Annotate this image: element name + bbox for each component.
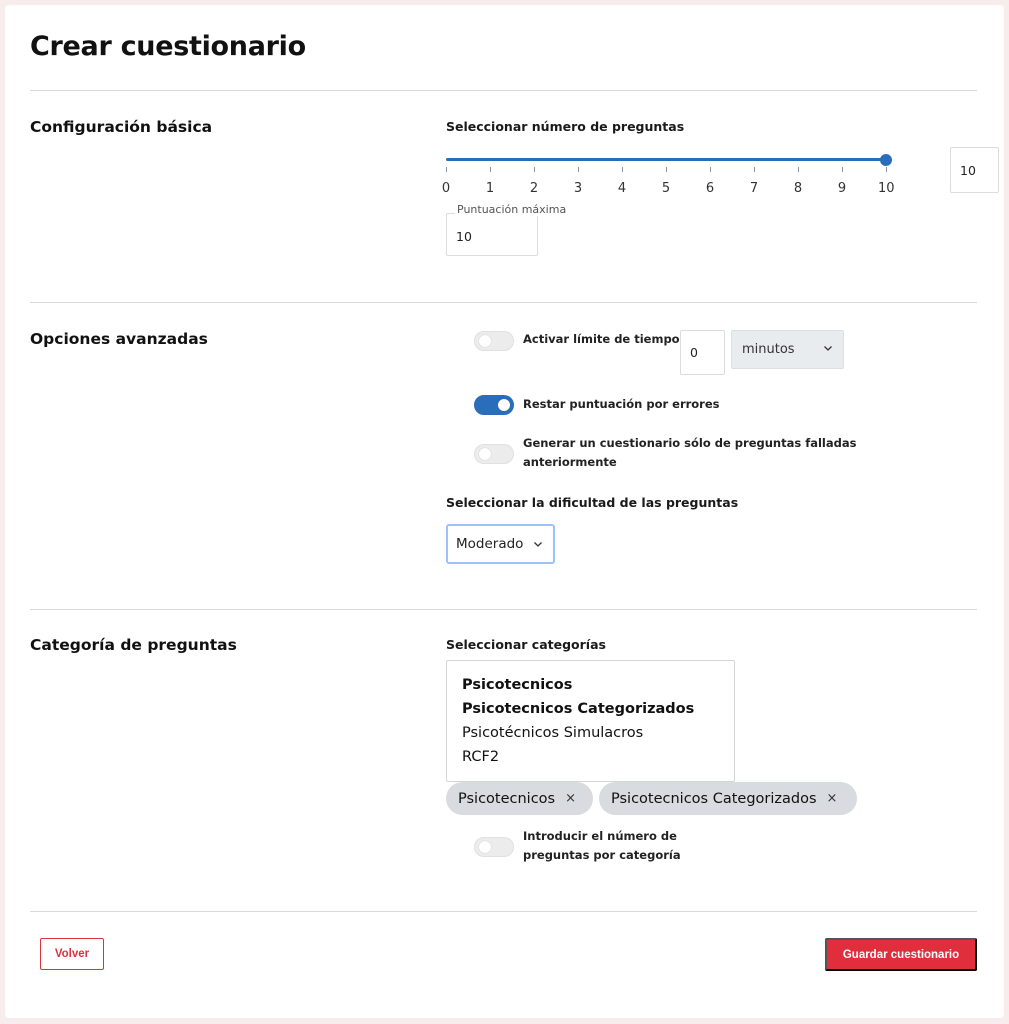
slider-tick-label: 6	[705, 181, 715, 196]
categories-label: Seleccionar categorías	[446, 637, 606, 652]
toggle-knob	[479, 335, 491, 347]
slider-tick	[666, 167, 667, 172]
divider	[30, 911, 977, 912]
slider-tick-label: 9	[837, 181, 847, 196]
per-category-toggle[interactable]	[474, 837, 514, 857]
subtract-errors-label: Restar puntuación por errores	[523, 397, 720, 411]
toggle-knob	[479, 448, 491, 460]
slider-tick	[710, 167, 711, 172]
category-chip	[599, 782, 857, 815]
slider-tick	[490, 167, 491, 172]
section-title-basic: Configuración básica	[30, 118, 213, 136]
quiz-card	[5, 5, 1004, 1018]
close-icon[interactable]: ×	[565, 791, 577, 806]
time-unit-value: minutos	[742, 342, 795, 357]
time-limit-label: Activar límite de tiempo	[523, 332, 680, 346]
slider-tick	[798, 167, 799, 172]
difficulty-value: Moderado	[456, 536, 524, 552]
toggle-knob	[498, 399, 510, 411]
close-icon[interactable]: ×	[826, 791, 838, 806]
category-option[interactable]: Psicotecnicos Categorizados	[462, 701, 695, 717]
subtract-errors-toggle[interactable]	[474, 395, 514, 415]
chip-label: Psicotecnicos	[458, 790, 556, 807]
slider-tick	[578, 167, 579, 172]
per-category-label-line1: Introducir el número de	[523, 829, 677, 843]
difficulty-label: Seleccionar la dificultad de las preguntas	[446, 495, 739, 510]
slider-tick-label: 3	[573, 181, 583, 196]
slider-tick	[754, 167, 755, 172]
chevron-down-icon	[823, 343, 833, 356]
category-chip	[446, 782, 593, 815]
category-option[interactable]: Psicotécnicos Simulacros	[462, 725, 644, 741]
slider-tick-label: 7	[749, 181, 759, 196]
questions-slider-thumb[interactable]	[880, 154, 892, 166]
page-title: Crear cuestionario	[30, 31, 306, 62]
category-option[interactable]: Psicotecnicos	[462, 677, 573, 693]
failed-questions-label-line1: Generar un cuestionario sólo de preguntas falladas	[523, 436, 857, 450]
slider-tick	[446, 167, 447, 172]
slider-tick	[534, 167, 535, 172]
slider-tick	[842, 167, 843, 172]
time-value-input[interactable]: 0	[680, 330, 725, 375]
slider-tick	[622, 167, 623, 172]
time-unit-select[interactable]	[731, 330, 844, 369]
failed-questions-toggle[interactable]	[474, 444, 514, 464]
toggle-knob	[479, 841, 491, 853]
questions-count-label: Seleccionar número de preguntas	[446, 119, 685, 134]
section-title-advanced: Opciones avanzadas	[30, 330, 208, 348]
failed-questions-label	[523, 434, 856, 472]
section-title-categories: Categoría de preguntas	[30, 636, 237, 654]
back-button[interactable]: Volver	[40, 938, 104, 970]
categories-listbox[interactable]	[446, 660, 735, 782]
max-score-input[interactable]: 10	[446, 213, 538, 256]
slider-tick-label: 5	[661, 181, 671, 196]
category-option[interactable]: RCF2	[462, 749, 500, 765]
difficulty-select[interactable]	[446, 524, 555, 564]
divider	[30, 302, 977, 303]
slider-tick-label: 4	[617, 181, 627, 196]
divider	[30, 609, 977, 610]
questions-slider-track[interactable]	[446, 158, 886, 161]
save-quiz-button[interactable]: Guardar cuestionario	[825, 938, 977, 971]
slider-tick-label: 10	[878, 181, 895, 196]
time-limit-toggle[interactable]	[474, 331, 514, 351]
chevron-down-icon	[533, 539, 543, 552]
slider-tick-label: 1	[485, 181, 495, 196]
per-category-label-line2: preguntas por categoría	[523, 848, 681, 862]
max-score-label: Puntuación máxima	[457, 203, 567, 216]
failed-questions-label-line2: anteriormente	[523, 455, 617, 469]
divider	[30, 90, 977, 91]
slider-tick	[886, 167, 887, 172]
slider-tick-label: 2	[529, 181, 539, 196]
questions-count-input[interactable]: 10	[950, 147, 999, 193]
per-category-label	[523, 827, 681, 865]
slider-tick-label: 8	[793, 181, 803, 196]
chip-label: Psicotecnicos Categorizados	[611, 790, 817, 807]
slider-tick-label: 0	[441, 181, 451, 196]
